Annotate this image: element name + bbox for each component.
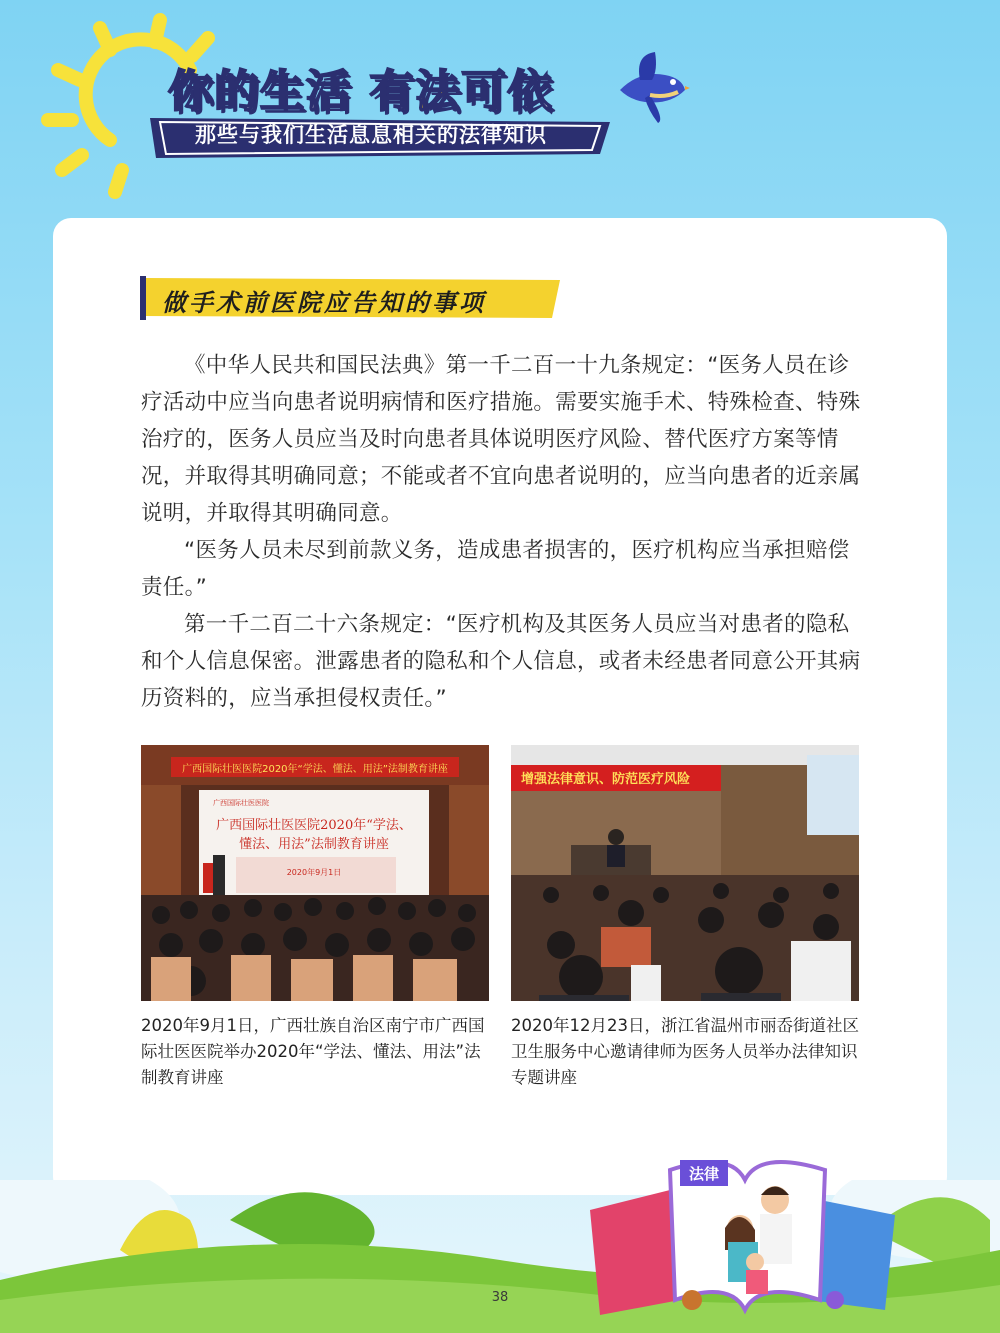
screen-title-line1: 广西国际壮医医院2020年“学法、 (216, 818, 412, 833)
bird-icon (610, 50, 690, 125)
photo-guangxi-lecture (141, 745, 489, 1001)
screen-logo-text: 广西国际壮医医院 (213, 799, 269, 807)
page-title: 你的生活 有法可依 (168, 66, 554, 117)
article-body (141, 347, 861, 717)
screen-title-line2: 懂法、用法”法制教育讲座 (239, 837, 389, 852)
section-title: 做手术前医院应告知的事项 (162, 289, 486, 317)
paragraph: 《中华人民共和国民法典》第一千二百一十九条规定：“医务人员在诊疗活动中应当向患者说明病情和医疗措施。需要实施手术、特殊检查、特殊治疗的，医务人员应当及时向患者具体说明医疗风险、替代医疗方案等情况，并取得其明确同意；不能或者不宜向患者说明的，应当向患者的近亲属说明，并取得其明确同意。 (141, 353, 861, 526)
page-subtitle: 那些与我们生活息息相关的法律知识 (195, 123, 547, 147)
paragraph: “医务人员未尽到前款义务，造成患者损害的，医疗机构应当承担赔偿责任。” (141, 538, 850, 600)
book-label: 法律 (688, 1165, 720, 1183)
paragraph: 第一千二百二十六条规定：“医疗机构及其医务人员应当对患者的隐私和个人信息保密。泄露患者的隐私和个人信息，或者未经患者同意公开其病历资料的，应当承担侵权责任。” (141, 612, 861, 711)
screen-date: 2020年9月1日 (286, 868, 342, 877)
photo-caption: 2020年9月1日，广西壮族自治区南宁市广西国际壮医医院举办2020年“学法、懂法、用法”法制教育讲座 (141, 1016, 485, 1087)
photo-caption: 2020年12月23日，浙江省温州市丽岙街道社区卫生服务中心邀请律师为医务人员举办法律知识专题讲座 (511, 1016, 859, 1087)
page-number: 38 (491, 1290, 509, 1305)
photo-wenzhou-lecture (511, 745, 859, 1001)
banner-text: 增强法律意识、防范医疗风险 (521, 772, 691, 787)
banner-text: 广西国际壮医医院2020年“学法、懂法、用法”法制教育讲座 (182, 764, 448, 775)
